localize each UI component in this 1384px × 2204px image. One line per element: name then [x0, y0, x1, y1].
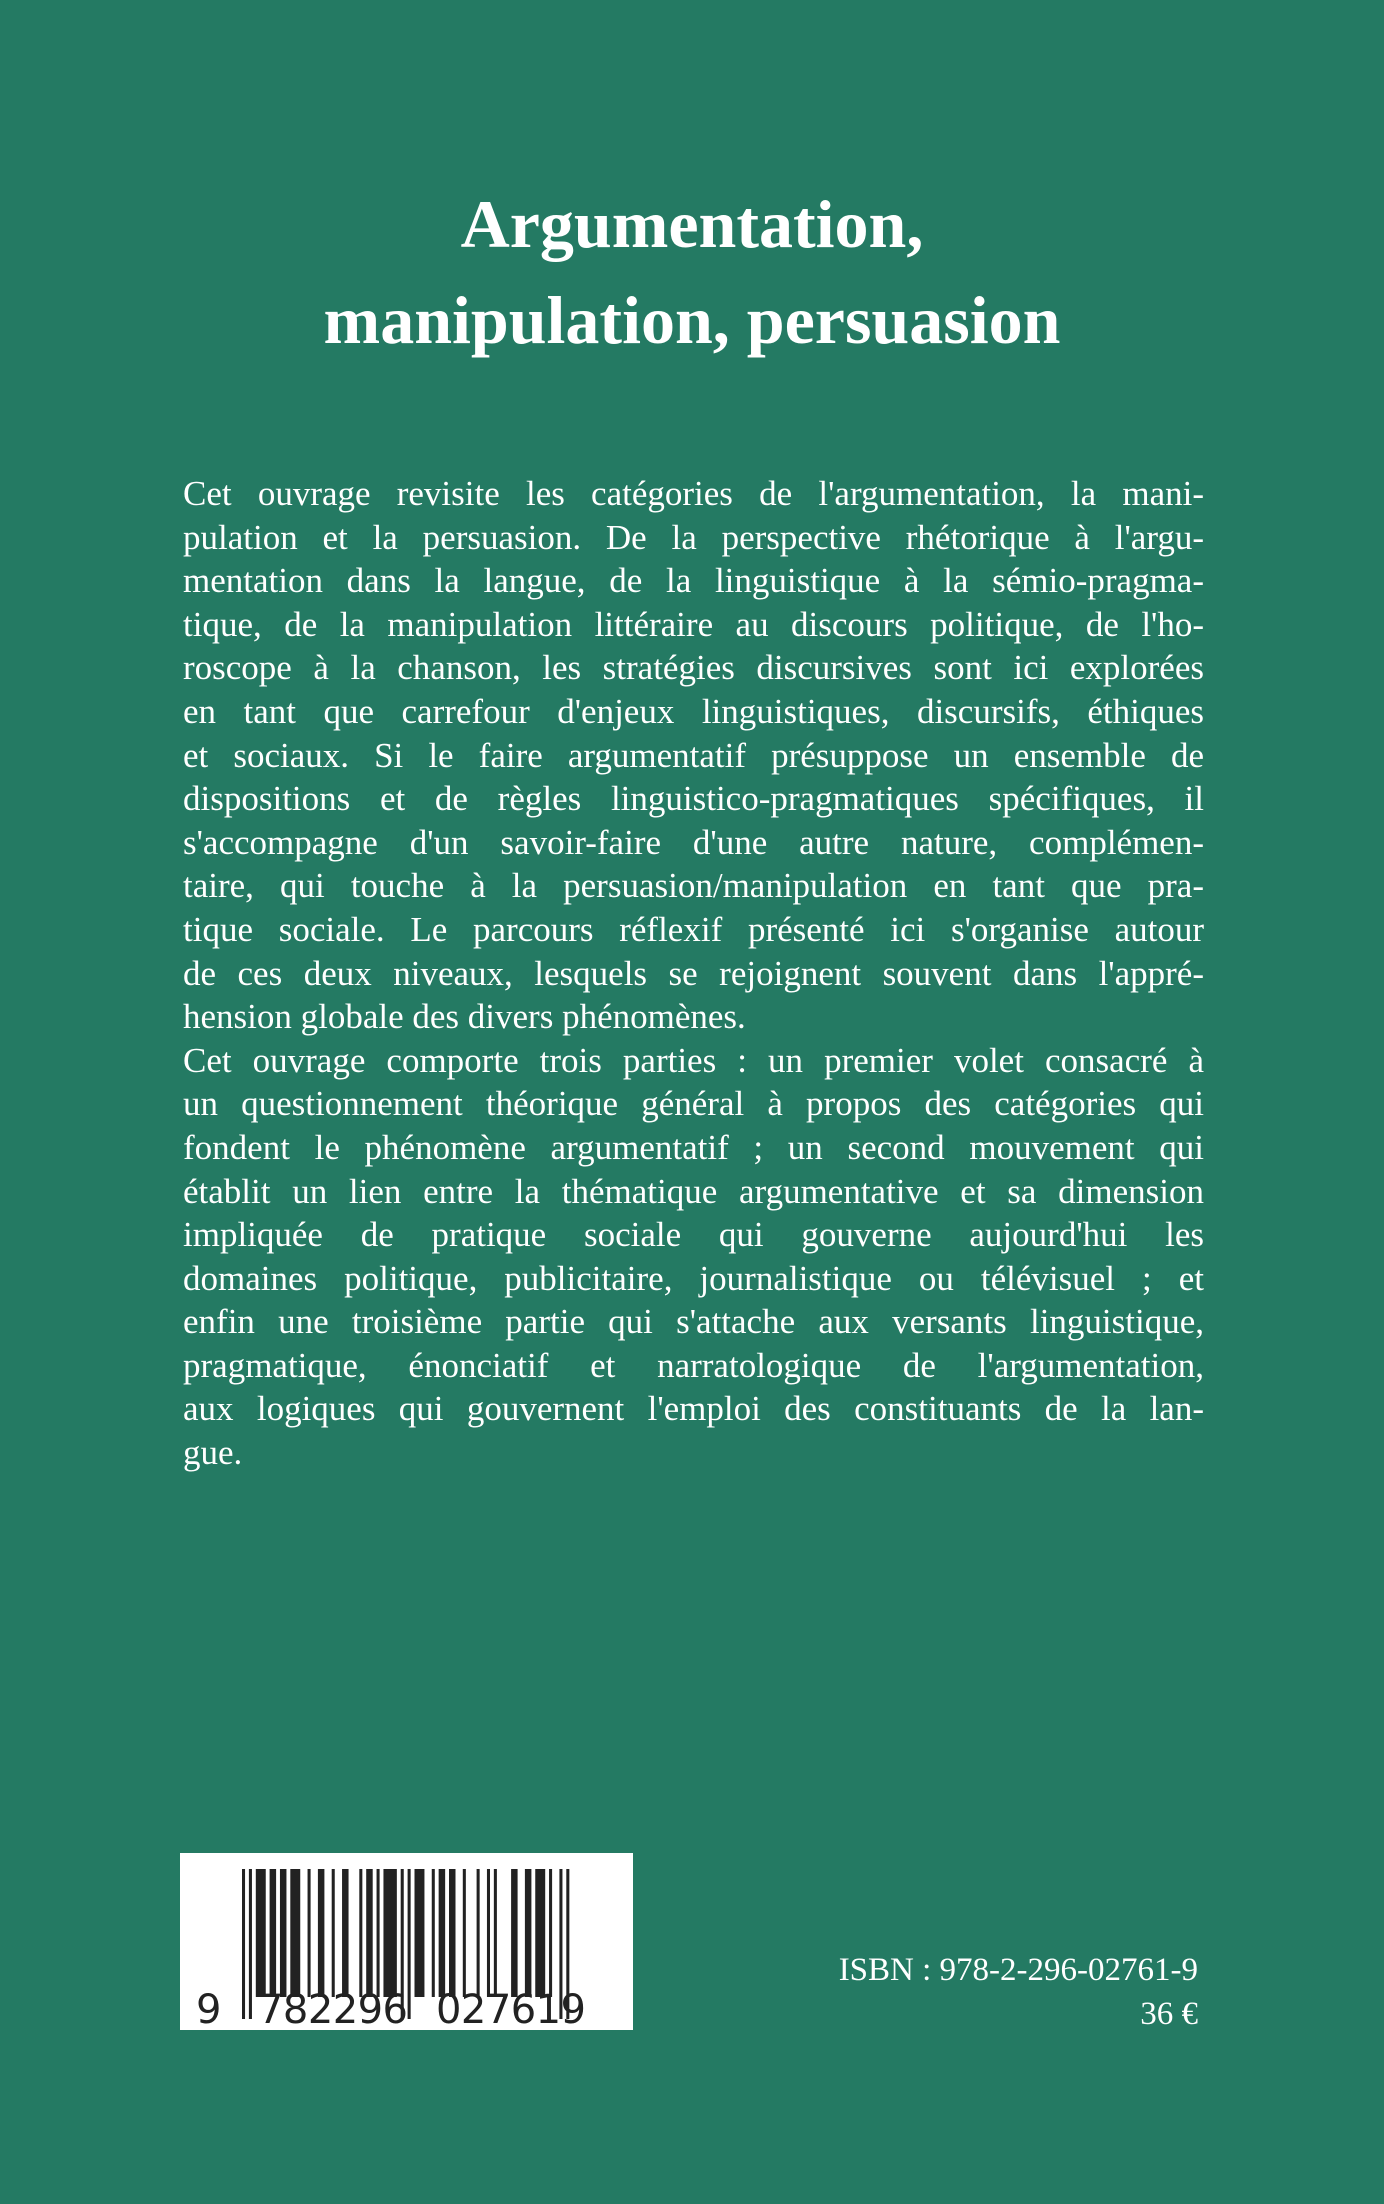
barcode-bar [463, 1869, 466, 1997]
paragraph-1 [183, 472, 1204, 1039]
barcode-bar [439, 1869, 446, 1997]
barcode-bar [449, 1869, 456, 1997]
text-line: aux logiques qui gouvernent l'emploi des constituants de la lan- [183, 1389, 1204, 1429]
barcode-digits: 782296 [258, 1987, 408, 2030]
text-line: gue. [183, 1433, 243, 1473]
text-line: taire, qui touche à la persuasion/manipulation en tant que pra- [183, 866, 1204, 906]
isbn-block [839, 1948, 1198, 2036]
barcode-bar [332, 1869, 335, 1997]
text-line: enfin une troisième partie qui s'attache aux versants linguistique, [183, 1302, 1204, 1342]
text-line: roscope à la chanson, les stratégies discursives sont ici explorées [183, 648, 1204, 688]
text-line: tique sociale. Le parcours réflexif présenté ici s'organise autour [183, 909, 1204, 949]
barcode-bar [290, 1869, 300, 1997]
text-line: de ces deux niveaux, lesquels se rejoignent souvent dans l'appré- [183, 953, 1204, 993]
isbn-number: ISBN : 978-2-296-02761-9 [838, 1952, 1198, 1988]
barcode-bar [383, 1869, 396, 1997]
book-title [0, 176, 1384, 368]
text-line: s'accompagne d'un savoir-faire d'une autre nature, complémen- [183, 822, 1204, 862]
barcode-graphic [180, 1853, 633, 2030]
barcode-bar [432, 1869, 435, 1997]
text-line: impliquée de pratique sociale qui gouverne aujourd'hui les [183, 1215, 1204, 1255]
barcode-bar [366, 1869, 373, 1997]
barcode-bar [525, 1869, 532, 1997]
title-line-2: manipulation, persuasion [323, 282, 1061, 358]
barcode-digits: 9 [196, 1987, 222, 2030]
text-line: et sociaux. Si le faire argumentatif présuppose un ensemble de [183, 735, 1204, 775]
barcode-bar [308, 1869, 311, 1997]
barcode-bar [549, 1869, 552, 1997]
barcode-bar [377, 1869, 380, 1997]
barcode-bar [270, 1869, 277, 1997]
barcode-bar [342, 1869, 349, 1997]
barcode [180, 1853, 633, 2030]
text-line: domaines politique, publicitaire, journalistique ou télévisuel ; et [183, 1258, 1204, 1298]
barcode-bar [256, 1869, 266, 1997]
text-line: pulation et la persuasion. De la perspective rhétorique à l'argu- [183, 517, 1204, 557]
barcode-bar [535, 1869, 545, 1997]
back-cover-blurb [183, 472, 1204, 1475]
text-line: mentation dans la langue, de la linguistique à la sémio-pragma- [183, 561, 1204, 601]
text-line: hension globale des divers phénomènes. [183, 997, 746, 1037]
barcode-bar [477, 1869, 480, 1997]
title-line-1: Argumentation, [460, 186, 924, 262]
price: 36 € [1140, 1996, 1198, 2032]
barcode-bar [487, 1869, 490, 1997]
text-line: Cet ouvrage revisite les catégories de l'argumentation, la mani- [183, 474, 1204, 513]
barcode-bar [511, 1869, 517, 1997]
barcode-bar [242, 1869, 245, 2019]
text-line: dispositions et de règles linguistico-pragmatiques spécifiques, il [183, 779, 1204, 819]
text-line: tique, de la manipulation littéraire au discours politique, de l'ho- [183, 604, 1204, 644]
text-line: en tant que carrefour d'enjeux linguistiques, discursifs, éthiques [183, 691, 1204, 731]
barcode-bar [494, 1869, 497, 1997]
text-line: établit un lien entre la thématique argumentative et sa dimension [183, 1171, 1204, 1211]
paragraph-2 [183, 1039, 1204, 1475]
barcode-bar [359, 1869, 362, 1997]
barcode-bar [408, 1869, 411, 2019]
barcode-bar [415, 1869, 425, 1997]
barcode-bar [249, 1869, 252, 2019]
text-line: un questionnement théorique général à propos des catégories qui [183, 1084, 1204, 1124]
text-line: pragmatique, énonciatif et narratologique de l'argumentation, [183, 1345, 1204, 1385]
barcode-bar [318, 1869, 325, 1997]
text-line: fondent le phénomène argumentatif ; un second mouvement qui [183, 1127, 1204, 1167]
barcode-bar [280, 1869, 287, 1997]
text-line: Cet ouvrage comporte trois parties : un premier volet consacré à [183, 1040, 1204, 1080]
barcode-digits: 027619 [436, 1987, 586, 2030]
